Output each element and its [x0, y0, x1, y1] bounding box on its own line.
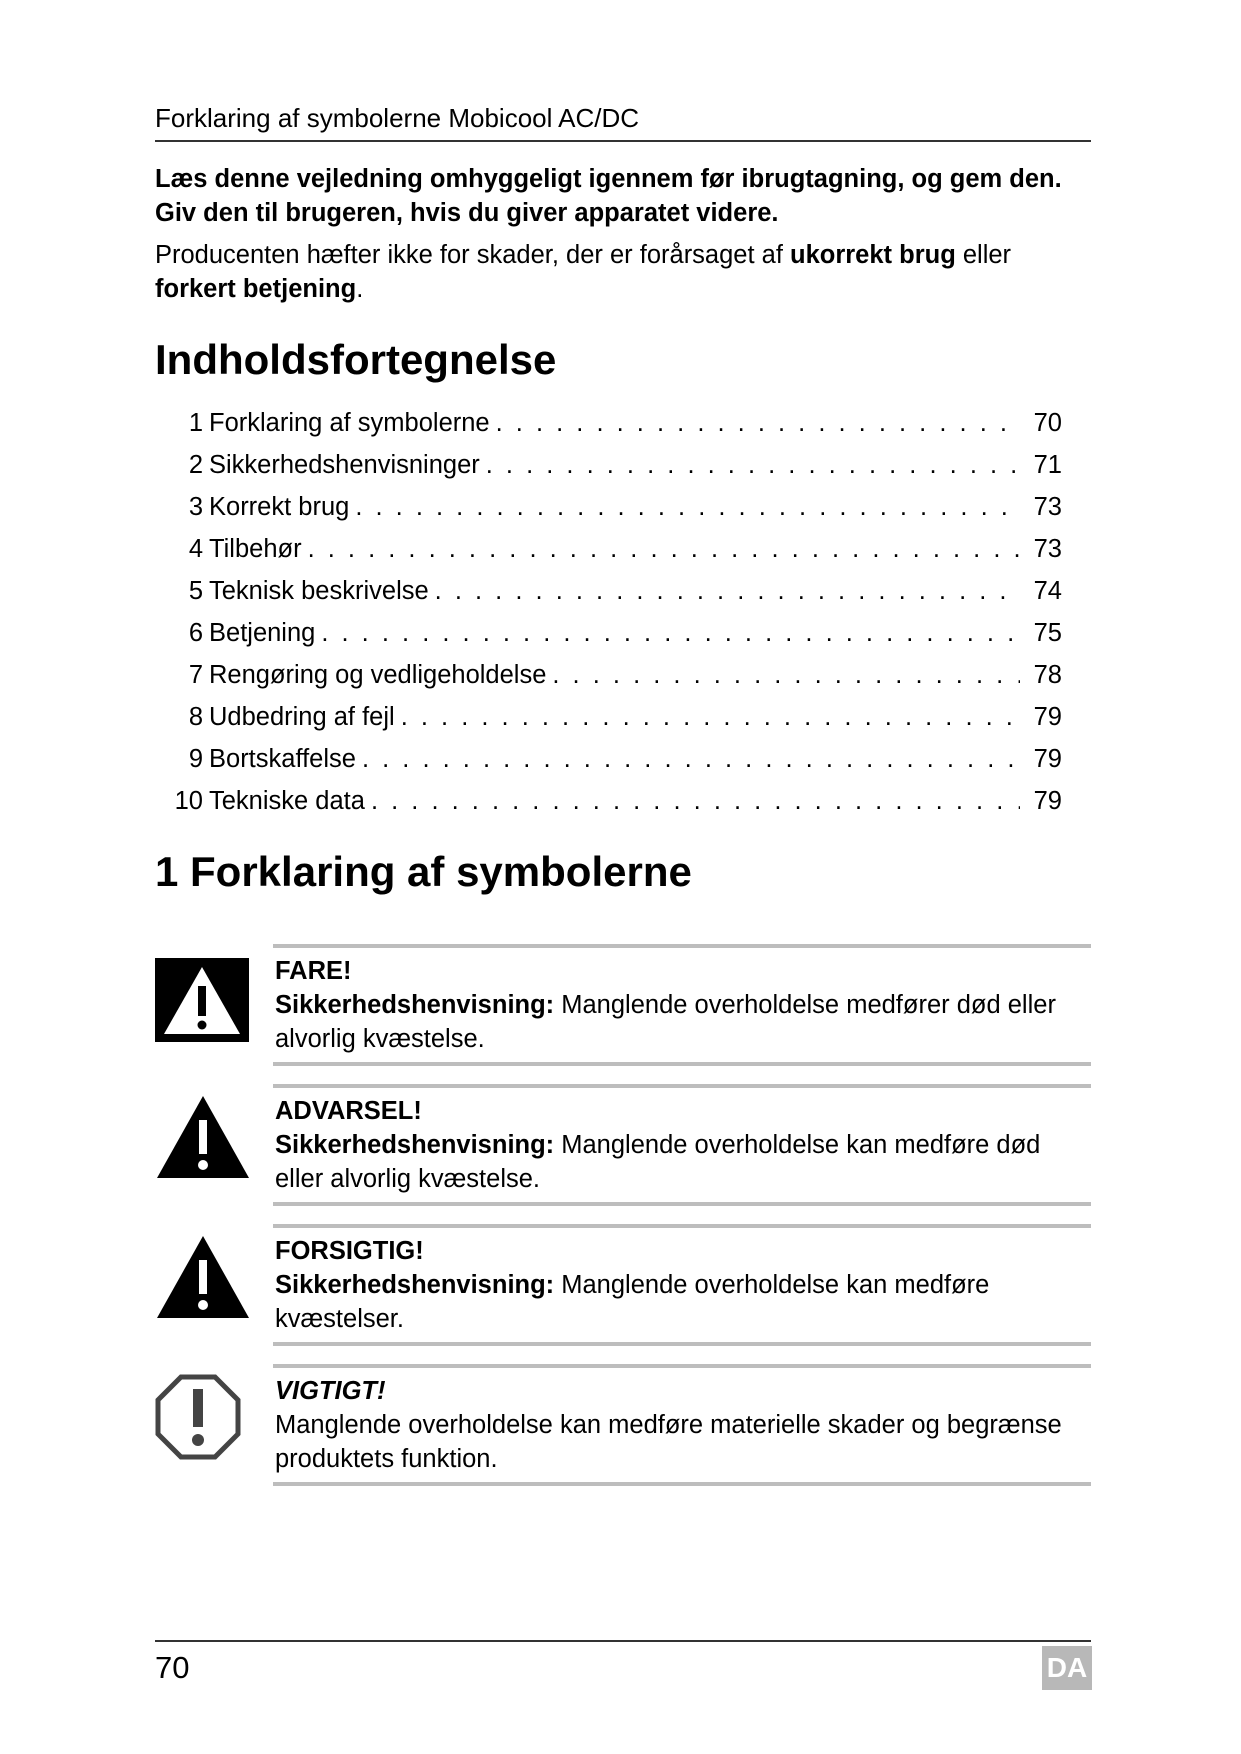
toc-leader [321, 612, 1020, 654]
toc-leader [435, 570, 1020, 612]
intro-bold-part: forkert betjening [155, 275, 357, 303]
toc-entry-8[interactable] [165, 696, 1062, 738]
important-icon [155, 1374, 241, 1465]
language-badge: DA [1042, 1646, 1092, 1690]
toc-label: Korrekt brug [209, 493, 350, 521]
notice-rule [273, 1482, 1091, 1486]
notice-text: Manglende overholdelse kan medføre kvæstelser. [275, 1271, 990, 1333]
notice-warning [273, 1084, 1091, 1206]
toc-page: 79 [1033, 787, 1062, 815]
toc-number: 6 [188, 619, 203, 647]
toc-entry-7[interactable] [165, 654, 1062, 696]
toc-leader [552, 654, 1020, 696]
toc-leader [496, 402, 1020, 444]
header-rule [155, 140, 1091, 142]
toc-page: 70 [1033, 409, 1062, 437]
toc-entry-1[interactable] [165, 402, 1062, 444]
notice-text: Manglende overholdelse medfører død eller alvorlig kvæstelse. [275, 991, 1056, 1053]
intro-warning: Læs denne vejledning omhyggeligt igennem før ibrugtagning, og gem den. Giv den til brugeren, hvis du giver apparatet videre. [155, 165, 1062, 227]
toc-leader [362, 738, 1020, 780]
toc-page: 71 [1033, 451, 1062, 479]
notice-heading: ADVARSEL! [275, 1097, 422, 1125]
section-title: 1 Forklaring af symbolerne [155, 848, 692, 895]
toc-page: 73 [1033, 535, 1062, 563]
toc-label: Rengøring og vedligeholdelse [209, 661, 547, 689]
toc-leader [486, 444, 1020, 486]
toc-entry-3[interactable] [165, 486, 1062, 528]
toc-entry-2[interactable] [165, 444, 1062, 486]
warning-icon [155, 1094, 251, 1185]
notice-heading: VIGTIGT! [275, 1377, 386, 1405]
toc-label: Tekniske data [209, 787, 365, 815]
footer-rule [155, 1640, 1091, 1642]
notice-danger [273, 944, 1091, 1066]
notice-text: Manglende overholdelse kan medføre død eller alvorlig kvæstelse. [275, 1131, 1041, 1193]
notice-heading: FARE! [275, 957, 352, 985]
toc-leader [371, 780, 1020, 822]
notice-lead: Sikkerhedshenvisning: [275, 1131, 555, 1159]
intro-text-part: . [356, 275, 364, 303]
toc-leader [308, 528, 1020, 570]
toc-number: 7 [188, 661, 203, 689]
toc-number: 9 [188, 745, 203, 773]
toc-number: 3 [188, 493, 203, 521]
intro-bold-part: ukorrekt brug [790, 241, 956, 269]
notice-rule [273, 1202, 1091, 1206]
intro-text-part: Producenten hæfter ikke for skader, der er forårsaget af [155, 241, 790, 269]
intro-text-part: eller [955, 241, 1012, 269]
toc-label: Forklaring af symbolerne [209, 409, 490, 437]
toc-page: 79 [1033, 745, 1062, 773]
toc-leader [355, 486, 1020, 528]
page-number: 70 [155, 1650, 190, 1685]
notice-lead: Sikkerhedshenvisning: [275, 1271, 555, 1299]
toc-number: 2 [188, 451, 203, 479]
toc-label: Bortskaffelse [209, 745, 356, 773]
caution-icon [155, 1234, 251, 1325]
toc-leader [401, 696, 1020, 738]
notice-rule [273, 1342, 1091, 1346]
toc-page: 78 [1033, 661, 1062, 689]
toc-label: Tilbehør [209, 535, 302, 563]
notice-heading: FORSIGTIG! [275, 1237, 424, 1265]
notice-important [273, 1364, 1091, 1486]
toc-label: Udbedring af fejl [209, 703, 395, 731]
toc-title: Indholdsfortegnelse [155, 336, 557, 383]
toc-entry-6[interactable] [165, 612, 1062, 654]
toc-number: 5 [188, 577, 203, 605]
toc-number: 10 [174, 787, 203, 815]
notice-caution [273, 1224, 1091, 1346]
toc-number: 1 [188, 409, 203, 437]
toc-page: 79 [1033, 703, 1062, 731]
toc-number: 4 [188, 535, 203, 563]
toc-entry-10[interactable] [165, 780, 1062, 822]
notice-text: Manglende overholdelse kan medføre materielle skader og begrænse produktets funktion. [275, 1411, 1062, 1473]
table-of-contents [165, 402, 1062, 822]
toc-entry-5[interactable] [165, 570, 1062, 612]
toc-label: Sikkerhedshenvisninger [209, 451, 480, 479]
toc-label: Teknisk beskrivelse [209, 577, 429, 605]
toc-page: 74 [1033, 577, 1062, 605]
intro-liability [155, 238, 1095, 306]
toc-entry-9[interactable] [165, 738, 1062, 780]
toc-entry-4[interactable] [165, 528, 1062, 570]
running-header: Forklaring af symbolerne Mobicool AC/DC [155, 103, 640, 133]
toc-page: 75 [1033, 619, 1062, 647]
danger-icon [155, 958, 249, 1047]
toc-page: 73 [1033, 493, 1062, 521]
toc-label: Betjening [209, 619, 316, 647]
notice-rule [273, 1062, 1091, 1066]
toc-number: 8 [188, 703, 203, 731]
notice-lead: Sikkerhedshenvisning: [275, 991, 555, 1019]
